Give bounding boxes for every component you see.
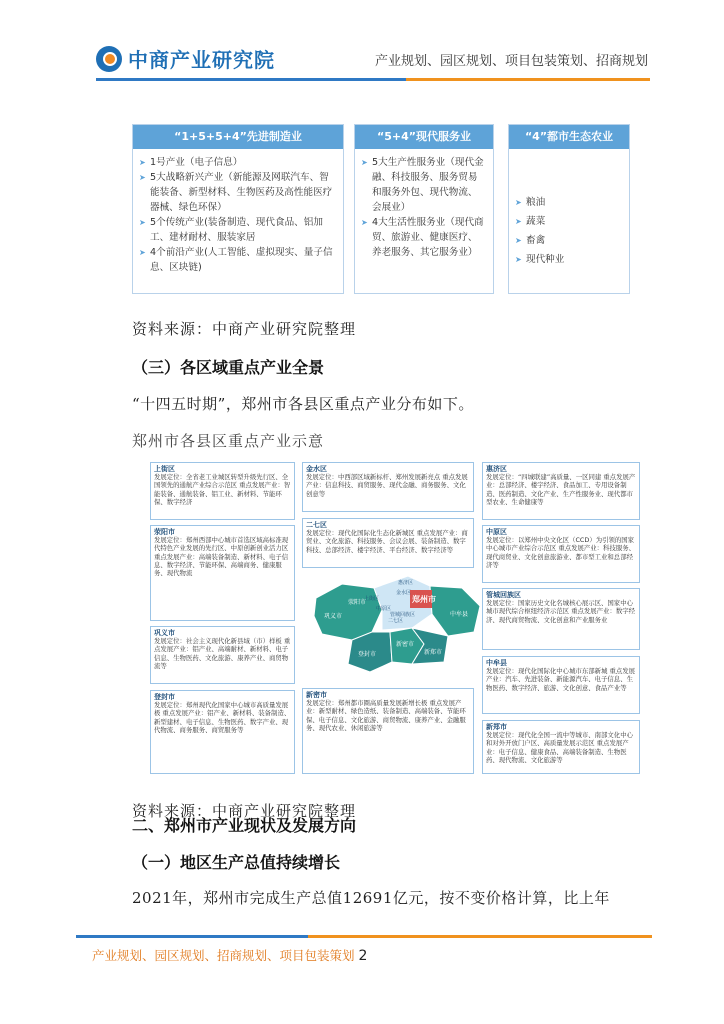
manufacturing-box <box>132 124 344 294</box>
subsection-heading: （一）地区生产总值持续增长 <box>132 853 341 872</box>
map-label: 金水区 <box>396 590 412 596</box>
district-box: 新密市 发展定位：郑州都市圈高质量发展新增长极 重点发展产业：新型耐材、绿色造纸、装备制造、高端装备、节能环保、电子信息、文化旅游、商贸物流、康养产业、金融服务、现代农业、休闲旅游等 <box>302 688 474 774</box>
map-label: 登封市 <box>358 651 377 658</box>
map-label: 新密市 <box>396 641 415 648</box>
map-label: 新郑市 <box>424 649 443 656</box>
logo-icon <box>96 46 122 72</box>
page-header <box>0 0 724 90</box>
map-label: 管城回族区 <box>390 612 416 618</box>
header-divider-orange <box>406 78 650 81</box>
district-box: 中牟县 发展定位：现代化国际化中心城市东部新城 重点发展产业：汽车、先进装备、新能源汽车、电子信息、生物医药、数字经济、旅游、文化创意、食品产业等 <box>482 656 640 714</box>
list-item: ➤ 4个前沿产业(人工智能、虚拟现实、量子信息、区块链) <box>139 245 337 275</box>
section-heading: 二、郑州市产业现状及发展方向 <box>132 816 357 835</box>
district-box: 巩义市 发展定位：社会主义现代化新县域（市）样板 重点发展产业：铝产业、高端耐材、新材料、电子信息、生物医药、文化旅游、康养产业、商贸物流等 <box>150 626 295 684</box>
district-box: 上街区 发展定位：全省老工业城区转型升级先行区、全国领先的通航产业综合示范区 重点发展产业：智能装备、通航装备、铝工业、新材料、节能环保、数字经济 <box>150 462 295 520</box>
industry-structure-figure <box>132 124 630 300</box>
header-divider-blue <box>96 78 406 81</box>
map-label: 惠济区 <box>398 580 414 586</box>
list-item: ➤ 5大生产性服务业（现代金融、科技服务、服务贸易和服务外包、现代物流、会展业） <box>361 155 487 215</box>
zhengzhou-map <box>312 570 482 674</box>
page-footer <box>92 946 367 964</box>
footer-tagline: 产业规划、园区规划、招商规划、项目包装策划 <box>92 948 355 963</box>
map-label: 郑州市 <box>412 595 436 604</box>
map-label: 上街区 <box>364 596 380 602</box>
footer-divider-orange <box>308 935 652 938</box>
list-item: ➤ 现代种业 <box>515 250 623 269</box>
section-heading: （三）各区域重点产业全景 <box>132 358 325 377</box>
intro-text: “十四五时期”，郑州市各县区重点产业分布如下。 <box>132 395 474 413</box>
district-box: 中原区 发展定位：以郑州中央文化区（CCD）为引领的国家中心城市产业综合示范区 重点发展产业：科技服务、现代商贸业、文化创意旅游业、都市型工业和总部经济等 <box>482 525 640 583</box>
list-item: ➤ 1号产业（电子信息） <box>139 155 337 170</box>
figure2-title: 郑州市各县区重点产业示意 <box>132 432 325 450</box>
manufacturing-box-title: “1+5+5+4”先进制造业 <box>133 125 343 149</box>
list-item: ➤ 4大生活性服务业（现代商贸、旅游业、健康医疗、养老服务、其它服务业） <box>361 215 487 260</box>
list-item: ➤ 5大战略新兴产业（新能源及网联汽车、智能装备、新型材料、生物医药及高性能医疗器械、绿色环保） <box>139 170 337 215</box>
district-industry-map <box>150 462 640 774</box>
district-box: 登封市 发展定位：郑州现代化国家中心城市高质量发展极 重点发展产业：铝产业、新材料、装备制造、新型建材、电子信息、生物医药、数字产业、现代物流、商务服务、商贸服务等 <box>150 690 295 774</box>
map-label: 中牟县 <box>450 611 469 618</box>
service-box <box>354 124 494 294</box>
map-label: 中原区 <box>376 606 392 612</box>
header-tagline: 产业规划、园区规划、项目包装策划、招商规划 <box>374 54 648 69</box>
map-label: 巩义市 <box>324 613 343 620</box>
list-item: ➤ 粮油 <box>515 193 623 212</box>
figure2-caption: 资料来源：中商产业研究院整理 <box>132 802 357 820</box>
list-item: ➤ 蔬菜 <box>515 212 623 231</box>
list-item: ➤ 5个传统产业(装备制造、现代食品、铝加工、建材耐材、服装家居 <box>139 215 337 245</box>
footer-divider-blue <box>76 935 308 938</box>
map-label: 荥阳市 <box>348 599 367 606</box>
district-box: 新郑市 发展定位：现代化全国一流中等城市、南部文化中心和对外开放门户区、高质量发展示范区 重点发展产业：电子信息、健康食品、高端装备制造、生物医药、现代物流、文化旅游等 <box>482 720 640 774</box>
figure1-caption: 资料来源：中商产业研究院整理 <box>132 320 357 338</box>
list-item: ➤ 畜禽 <box>515 231 623 250</box>
service-box-title: “5+4”现代服务业 <box>355 125 493 149</box>
agriculture-box <box>508 124 630 294</box>
district-box: 金水区 发展定位：中西部区域新标杆、郑州发展新亮点 重点发展产业：信息科技、商贸服务、现代金融、商务服务、文化创意等 <box>302 462 474 512</box>
district-box: 二七区 发展定位：现代化国际化生态化新城区 重点发展产业：商贸业、文化旅游、科技服务、会议会展、装备制造、数字科技、总部经济、楼宇经济、平台经济、数字经济等 <box>302 518 474 568</box>
district-box: 荥阳市 发展定位：郑州西部中心城市首选区域高标准现代特色产业发展的先行区、中原创新创业活力区 重点发展产业：高端装备制造、新材料、电子信息、数字经济、节能环保、高端商务、健康服务、现代物流 <box>150 525 295 621</box>
page-number: 2 <box>358 948 368 964</box>
district-box: 惠济区 发展定位：“四城联建”高质量、一区同建 重点发展产业：总部经济、楼宇经济、食品加工、专用设备制造、医药制造、文化产业、生产性服务业、现代都市型农业、生命健康等 <box>482 462 640 520</box>
agriculture-box-title: “4”都市生态农业 <box>509 125 629 149</box>
logo <box>96 44 275 73</box>
map-label: 二七区 <box>388 618 404 624</box>
logo-text: 中商产业研究院 <box>128 48 275 72</box>
body-paragraph: 2021年，郑州市完成生产总值12691亿元，按不变价格计算，比上年 <box>132 889 610 907</box>
district-box: 管城回族区 发展定位：国家历史文化名城核心展示区、国家中心城市现代综合枢纽经济示范区 重点发展产业：数字经济、现代商贸物流、文化创意和产业服务业 <box>482 588 640 650</box>
